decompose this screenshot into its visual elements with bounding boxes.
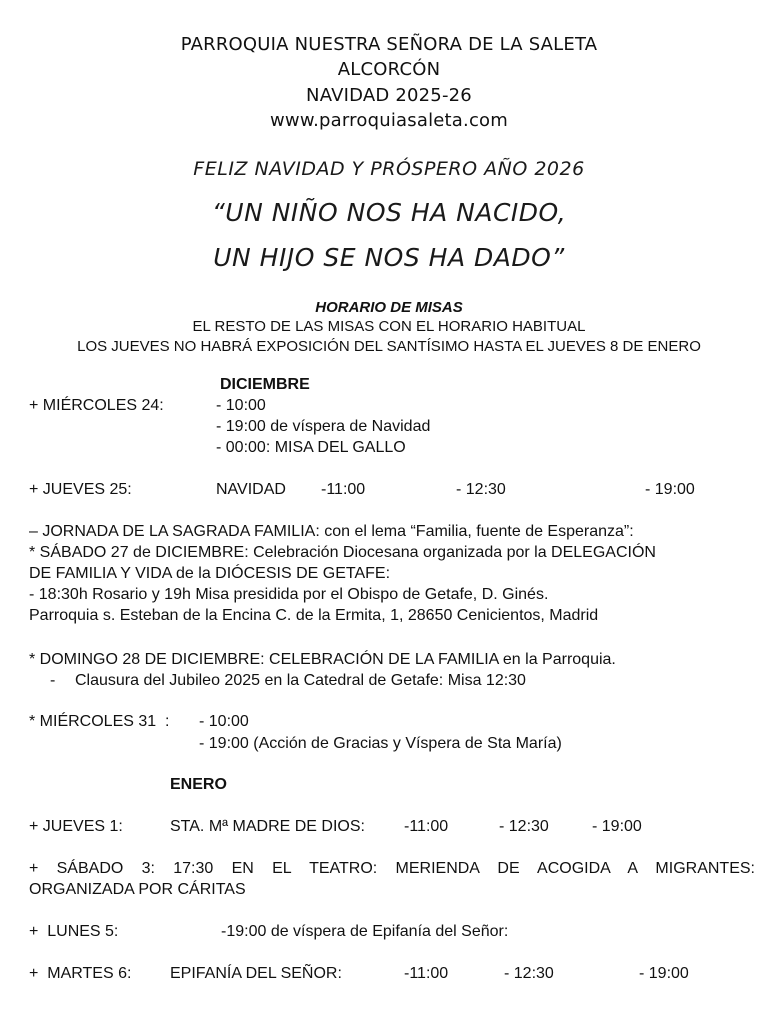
- thu1-time-1: -11:00: [404, 818, 449, 835]
- website-link[interactable]: www.parroquiasaleta.com: [270, 110, 508, 131]
- family-line-1: – JORNADA DE LA SAGRADA FAMILIA: con el lema “Familia, fuente de Esperanza”:: [29, 523, 634, 540]
- thu25-day: + JUEVES 25:: [29, 481, 132, 498]
- family-line-2: * SÁBADO 27 de DICIEMBRE: Celebración Diocesana organizada por la DELEGACIÓN: [29, 544, 656, 561]
- thu1-label: STA. Mª MADRE DE DIOS:: [170, 818, 365, 835]
- schedule-note-2: LOS JUEVES NO HABRÁ EXPOSICIÓN DEL SANTÍSIMO HASTA EL JUEVES 8 DE ENERO: [77, 338, 701, 355]
- january-heading: ENERO: [170, 776, 227, 793]
- december-heading: DICIEMBRE: [220, 376, 310, 393]
- season-title: NAVIDAD 2025-26: [306, 85, 472, 106]
- greeting-line: FELIZ NAVIDAD Y PRÓSPERO AÑO 2026: [193, 158, 585, 180]
- wed31-time-2: - 19:00 (Acción de Gracias y Víspera de Sta María): [199, 735, 562, 752]
- family-line-5: Parroquia s. Esteban de la Encina C. de la Ermita, 1, 28650 Cenicientos, Madrid: [29, 607, 599, 624]
- thu25-time-3: - 19:00: [645, 481, 695, 498]
- sat3-line-2: ORGANIZADA POR CÁRITAS: [29, 881, 246, 898]
- sun28-line-1: * DOMINGO 28 DE DICIEMBRE: CELEBRACIÓN DE LA FAMILIA en la Parroquia.: [29, 651, 616, 668]
- thu1-day: + JUEVES 1:: [29, 818, 123, 835]
- tue6-day: + MARTES 6:: [29, 965, 132, 982]
- tue6-time-1: -11:00: [404, 965, 449, 982]
- town-name: ALCORCÓN: [337, 59, 441, 80]
- tue6-time-2: - 12:30: [504, 965, 554, 982]
- schedule-title: HORARIO DE MISAS: [315, 299, 463, 316]
- parish-name: PARROQUIA NUESTRA SEÑORA DE LA SALETA: [180, 34, 598, 55]
- thu25-time-1: -11:00: [321, 481, 366, 498]
- wed24-day: + MIÉRCOLES 24:: [29, 397, 164, 414]
- thu25-label: NAVIDAD: [216, 481, 286, 498]
- tue6-label: EPIFANÍA DEL SEÑOR:: [170, 965, 342, 982]
- wed31-day: * MIÉRCOLES 31 :: [29, 713, 170, 730]
- wed24-time-2: - 19:00 de víspera de Navidad: [216, 418, 431, 435]
- thu25-time-2: - 12:30: [456, 481, 506, 498]
- mon5-text: -19:00 de víspera de Epifanía del Señor:: [221, 923, 509, 940]
- wed31-time-1: - 10:00: [199, 713, 249, 730]
- quote-line-1: “UN NIÑO NOS HA NACIDO,: [211, 198, 567, 227]
- sun28-line-2: Clausura del Jubileo 2025 en la Catedral de Getafe: Misa 12:30: [75, 672, 526, 689]
- schedule-note-1: EL RESTO DE LAS MISAS CON EL HORARIO HABITUAL: [192, 318, 586, 335]
- quote-line-2: UN HIJO SE NOS HA DADO”: [213, 243, 565, 272]
- mon5-day: + LUNES 5:: [29, 923, 119, 940]
- thu1-time-2: - 12:30: [499, 818, 549, 835]
- sun28-bullet: -: [50, 672, 56, 689]
- sat3-line-1: + SÁBADO 3: 17:30 EN EL TEATRO: MERIENDA DE ACOGIDA A MIGRANTES:: [29, 860, 755, 877]
- thu1-time-3: - 19:00: [592, 818, 642, 835]
- family-line-3: DE FAMILIA Y VIDA de la DIÓCESIS DE GETAFE:: [29, 565, 391, 582]
- family-line-4: - 18:30h Rosario y 19h Misa presidida por el Obispo de Getafe, D. Ginés.: [29, 586, 549, 603]
- wed24-time-3: - 00:00: MISA DEL GALLO: [216, 439, 406, 456]
- tue6-time-3: - 19:00: [639, 965, 689, 982]
- wed24-time-1: - 10:00: [216, 397, 266, 414]
